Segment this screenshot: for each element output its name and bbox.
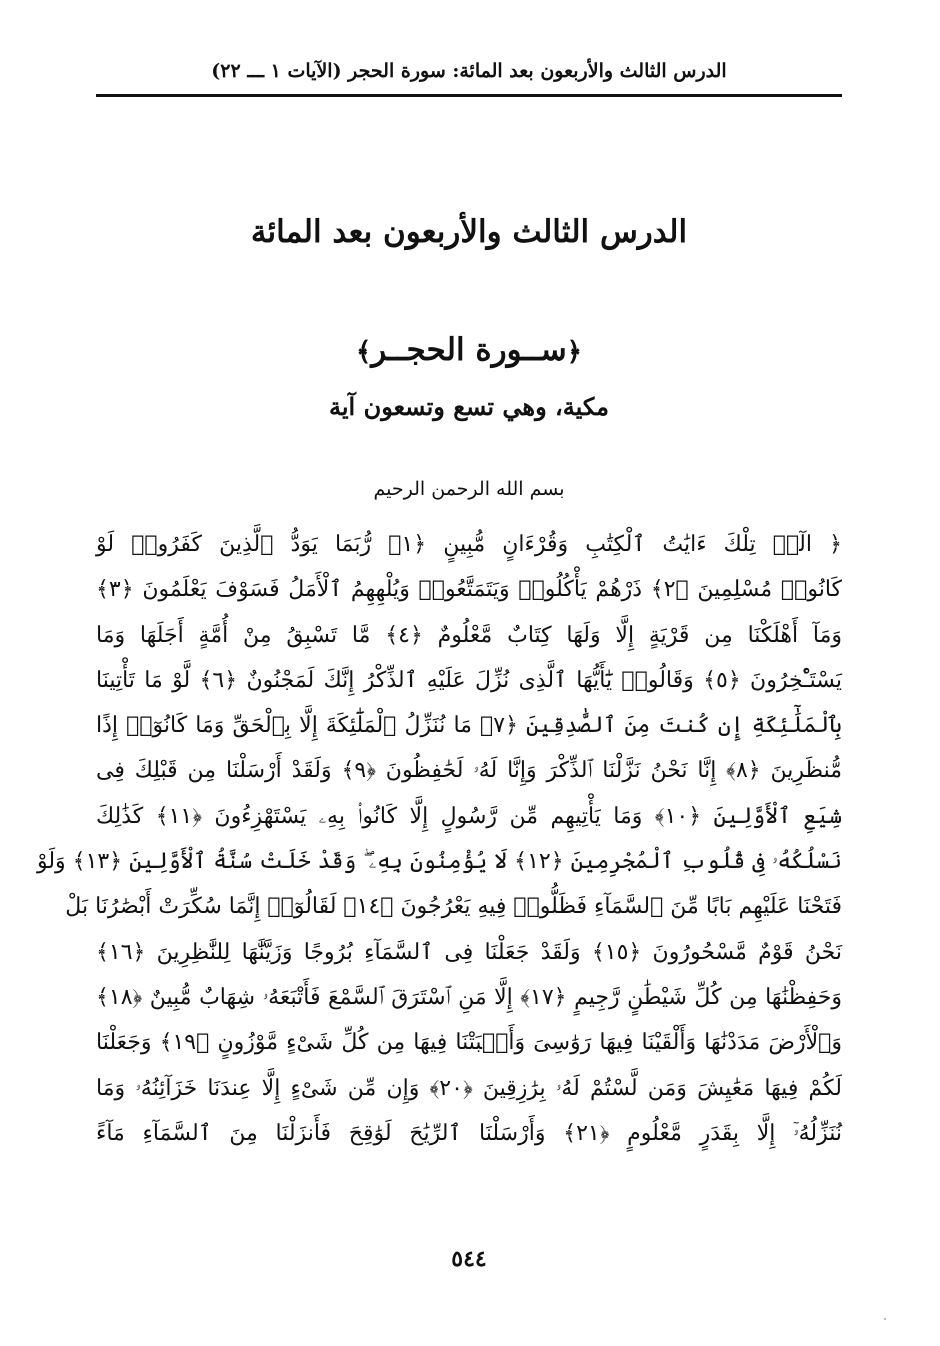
header-rule <box>96 94 842 97</box>
surah-title <box>96 332 842 368</box>
verse-line: كَانُوا۟ مُسْلِمِينَ ﴿٢﴾ ذَرْهُمْ يَأْكُلُوا۟ وَيَتَمَتَّعُوا۟ وَيُلْهِهِمُ ٱلْأَمَلُ فَسَوْفَ يَعْلَمُونَ ﴿٣﴾ <box>96 577 842 603</box>
verse-block <box>36 522 842 1156</box>
page-number: ٥٤٤ <box>451 1246 487 1272</box>
running-header: الدرس الثالث والأربعون بعد المائة: سورة الحجر (الآيات ١ ـــ ٢٢) <box>211 60 727 82</box>
surah-name: ســورة الحجــر <box>371 332 567 368</box>
scan-speck <box>884 1318 886 1320</box>
verse-line: نَسْلُكُهُۥ فِى قُلُوبِ ٱلْمُجْرِمِينَ ﴿١٢﴾ لَا يُؤْمِنُونَ بِهِۦ ۖ وَقَدْ خَلَتْ سُنَّةُ ٱلْأَوَّلِينَ ﴿١٣﴾ وَلَوْ <box>36 849 842 875</box>
verse-line: بِٱلْمَلَٰٓئِكَةِ إِن كُنتَ مِنَ ٱلصَّٰدِقِينَ ﴿٧﴾ مَا نُنَزِّلُ ٱلْمَلَٰٓئِكَةَ إِلَّا بِٱلْحَقِّ وَمَا كَانُوٓا۟ إِذًا <box>96 713 842 739</box>
verse-line: لَكُمْ فِيهَا مَعَٰيِشَ وَمَن لَّسْتُمْ لَهُۥ بِرَٰزِقِينَ ﴿٢٠﴾ وَإِن مِّن شَىْءٍ إِلَّا عِندَنَا خَزَآئِنُهُۥ وَمَا <box>96 1075 842 1101</box>
verse-line: وَحَفِظْنَٰهَا مِن كُلِّ شَيْطَٰنٍ رَّجِيمٍ ﴿١٧﴾ إِلَّا مَنِ ٱسْتَرَقَ ٱلسَّمْعَ فَأَتْبَعَهُۥ شِهَابٌ مُّبِينٌ ﴿١٨﴾ <box>96 984 842 1010</box>
ornament-open-bracket: ﴿ <box>566 337 582 367</box>
verse-line: وَمَآ أَهْلَكْنَا مِن قَرْيَةٍ إِلَّا وَلَهَا كِتَابٌ مَّعْلُومٌ ﴿٤﴾ مَّا تَسْبِقُ مِنْ أُمَّةٍ أَجَلَهَا وَمَا <box>96 622 842 648</box>
surah-subtitle: مكية، وهي تسع وتسعون آية <box>329 392 609 421</box>
basmala: بسم الله الرحمن الرحيم <box>373 478 565 500</box>
verse-line: نُنَزِّلُهُۥٓ إِلَّا بِقَدَرٍ مَّعْلُومٍ ﴿٢١﴾ وَأَرْسَلْنَا ٱلرِّيَٰحَ لَوَٰقِحَ فَأَنزَلْنَا مِنَ ٱلسَّمَآءِ مَآءً <box>96 1120 842 1146</box>
lesson-title: الدرس الثالث والأربعون بعد المائة <box>250 214 688 250</box>
verse-line: نَحْنُ قَوْمٌ مَّسْحُورُونَ ﴿١٥﴾ وَلَقَدْ جَعَلْنَا فِى ٱلسَّمَآءِ بُرُوجًا وَزَيَّنَّٰهَا لِلنَّٰظِرِينَ ﴿١٦﴾ <box>96 939 842 965</box>
verse-line: مُّنظَرِينَ ﴿٨﴾ إِنَّا نَحْنُ نَزَّلْنَا ٱلذِّكْرَ وَإِنَّا لَهُۥ لَحَٰفِظُونَ ﴿٩﴾ وَلَقَدْ أَرْسَلْنَا مِن قَبْلِكَ فِى <box>96 758 842 784</box>
verse-line: وَٱلْأَرْضَ مَدَدْنَٰهَا وَأَلْقَيْنَا فِيهَا رَوَٰسِىَ وَأَنۢبَتْنَا فِيهَا مِن كُلِّ شَىْءٍ مَّوْزُونٍ ﴿١٩﴾ وَجَعَلْنَا <box>96 1030 842 1056</box>
verse-line: شِيَعِ ٱلْأَوَّلِينَ ﴿١٠﴾ وَمَا يَأْتِيهِم مِّن رَّسُولٍ إِلَّا كَانُوا۟ بِهِۦ يَسْتَهْزِءُونَ ﴿١١﴾ كَذَٰلِكَ <box>96 803 842 829</box>
verse-line: يَسْتَـْٔخِرُونَ ﴿٥﴾ وَقَالُوا۟ يَٰٓأَيُّهَا ٱلَّذِى نُزِّلَ عَلَيْهِ ٱلذِّكْرُ إِنَّكَ لَمَجْنُونٌ ﴿٦﴾ لَّوْ مَا تَأْتِينَا <box>96 667 842 693</box>
verse-line: فَتَحْنَا عَلَيْهِم بَابًا مِّنَ ٱلسَّمَآءِ فَظَلُّوا۟ فِيهِ يَعْرُجُونَ ﴿١٤﴾ لَقَالُوٓا۟ إِنَّمَا سُكِّرَتْ أَبْصَٰرُنَا بَلْ <box>65 894 842 920</box>
verse-line: ﴿ الٓرۚ تِلْكَ ءَايَٰتُ ٱلْكِتَٰبِ وَقُرْءَانٍ مُّبِينٍ ﴿١﴾ رُّبَمَا يَوَدُّ ٱلَّذِينَ كَفَرُوا۟ لَوْ <box>96 532 842 557</box>
ornament-close-bracket: ﴾ <box>356 337 372 367</box>
